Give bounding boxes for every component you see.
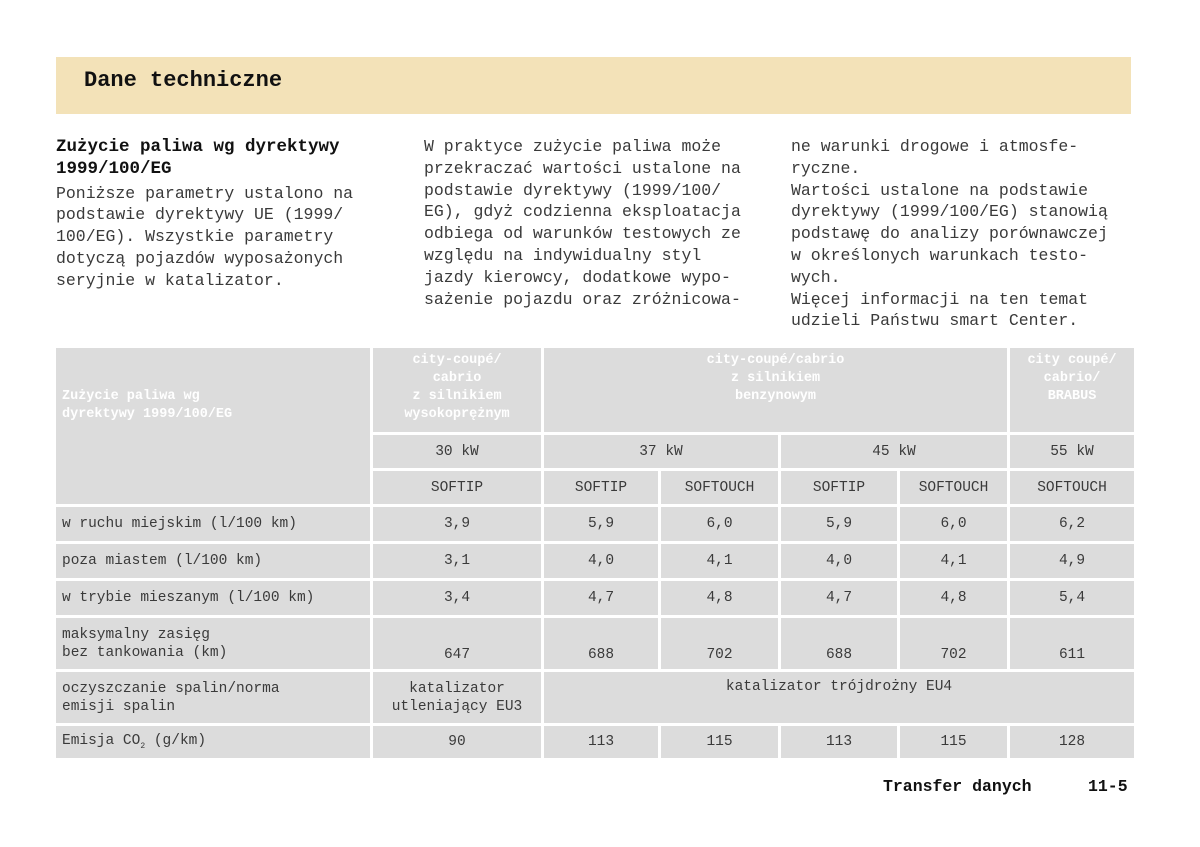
page-number: 11-5 (1088, 777, 1128, 796)
power-cell: 37 kW (544, 435, 778, 468)
row-label: w trybie mieszanym (l/100 km) (56, 581, 370, 615)
value-cell: 4,7 (544, 581, 658, 615)
co2-label-suffix: (g/km) (145, 733, 207, 750)
paragraph-line: ne warunki drogowe i atmosfe- (791, 137, 1079, 156)
value-cell: 115 (900, 726, 1007, 758)
value-cell: 115 (661, 726, 778, 758)
power-cell: 55 kW (1010, 435, 1134, 468)
group-header-line: benzynowym (734, 389, 816, 404)
paragraph-line: przekraczać wartości ustalone na (424, 158, 741, 178)
transmission-cell: SOFTIP (373, 471, 541, 504)
catalyst-line: katalizator (409, 680, 505, 697)
value-cell: 5,9 (544, 507, 658, 541)
paragraph-line: Wartości ustalone na podstawie (791, 180, 1089, 200)
fuel-consumption-table (53, 345, 1137, 761)
group-header-line: z silnikiem (412, 389, 502, 404)
paragraph-line: Poniższe parametry ustalono na (56, 183, 354, 203)
paragraph-line: Więcej informacji na ten temat (791, 289, 1089, 309)
transmission-cell: SOFTIP (781, 471, 897, 504)
transmission-cell: SOFTIP (544, 471, 658, 504)
value-cell: 90 (373, 726, 541, 758)
diesel-catalyst-cell (373, 672, 541, 723)
value-cell: 4,8 (661, 581, 778, 615)
petrol-catalyst-cell: katalizator trójdrożny EU4 (544, 672, 1134, 723)
row-label-line: oczyszczanie spalin/norma (62, 680, 280, 697)
catalyst-line: utleniający EU3 (391, 698, 523, 715)
value-cell: 688 (544, 618, 658, 669)
row-label-line: bez tankowania (km) (62, 644, 228, 661)
row-label-line: emisji spalin (62, 698, 176, 715)
transmission-cell: SOFTOUCH (661, 471, 778, 504)
value-cell: 611 (1010, 618, 1134, 669)
paragraph-line: W praktyce zużycie paliwa może (424, 137, 722, 156)
paragraph-line: podstawie dyrektywy UE (1999/ (56, 205, 344, 225)
value-cell: 3,4 (373, 581, 541, 615)
intro-column-3 (791, 136, 1136, 332)
group-header-line: cabrio (432, 371, 482, 386)
paragraph-line: jazdy kierowcy, dodatkowe wypo- (424, 267, 731, 287)
page-title: Dane techniczne (84, 68, 283, 93)
row-label (56, 726, 370, 758)
value-cell: 4,8 (900, 581, 1007, 615)
value-cell: 702 (661, 618, 778, 669)
value-cell: 4,1 (661, 544, 778, 578)
paragraph-line: 100/EG). Wszystkie parametry (56, 227, 334, 247)
table-corner-header (56, 348, 370, 504)
value-cell: 647 (373, 618, 541, 669)
group-header-line: z silnikiem (730, 371, 821, 386)
value-cell: 6,0 (661, 507, 778, 541)
section-heading-line: Zużycie paliwa wg dyrektywy (56, 137, 340, 157)
paragraph-line: EG), gdyż codzienna eksploatacja (424, 202, 741, 222)
paragraph-line: podstawie dyrektywy (1999/100/ (424, 180, 722, 200)
paragraph-line: w określonych warunkach testo- (791, 245, 1089, 265)
paragraph-line: sażenie pojazdu oraz zróżnicowa- (424, 289, 741, 309)
value-cell: 688 (781, 618, 897, 669)
group-header-line: city-coupé/ (412, 353, 502, 368)
transmission-cell: SOFTOUCH (900, 471, 1007, 504)
value-cell: 3,1 (373, 544, 541, 578)
paragraph-line: dyrektywy (1999/100/EG) stanowią (791, 202, 1108, 222)
power-cell: 45 kW (781, 435, 1007, 468)
group-header-petrol (544, 348, 1007, 432)
paragraph-line: względu na indywidualny styl (424, 245, 702, 265)
paragraph-line: wych. (791, 267, 841, 287)
paragraph-line: odbiega od warunków testowych ze (424, 224, 741, 244)
group-header-line: wysokoprężnym (404, 407, 510, 422)
section-heading (56, 137, 396, 181)
value-cell: 128 (1010, 726, 1134, 758)
header-band (56, 57, 1131, 114)
paragraph-line: podstawę do analizy porównawczej (791, 224, 1108, 244)
intro-column-1 (56, 136, 396, 292)
power-cell: 30 kW (373, 435, 541, 468)
group-header-line: BRABUS (1047, 389, 1097, 404)
value-cell: 5,9 (781, 507, 897, 541)
group-header-brabus (1010, 348, 1134, 432)
value-cell: 4,0 (544, 544, 658, 578)
intro-column-2 (424, 136, 769, 310)
table-row-co2 (56, 726, 1134, 758)
value-cell: 4,7 (781, 581, 897, 615)
value-cell: 113 (781, 726, 897, 758)
paragraph-line: dotyczą pojazdów wyposażonych (56, 248, 344, 268)
table-row (56, 544, 1134, 578)
value-cell: 113 (544, 726, 658, 758)
table-header-row (56, 348, 1134, 432)
value-cell: 4,0 (781, 544, 897, 578)
co2-label-prefix: Emisja CO (62, 733, 141, 750)
value-cell: 5,4 (1010, 581, 1134, 615)
footer-section-title: Transfer danych (883, 777, 1032, 796)
row-label (56, 672, 370, 723)
corner-header-line: dyrektywy 1999/100/EG (62, 407, 233, 422)
paragraph-line: ryczne. (791, 158, 861, 178)
row-label: poza miastem (l/100 km) (56, 544, 370, 578)
group-header-diesel (373, 348, 541, 432)
row-label: w ruchu miejskim (l/100 km) (56, 507, 370, 541)
paragraph-line: udzieli Państwu smart Center. (791, 311, 1079, 331)
value-cell: 702 (900, 618, 1007, 669)
table-row-range (56, 618, 1134, 669)
group-header-line: city coupé/ (1027, 353, 1117, 368)
transmission-cell: SOFTOUCH (1010, 471, 1134, 504)
row-label-line: maksymalny zasięg (62, 626, 210, 643)
value-cell: 4,9 (1010, 544, 1134, 578)
group-header-line: cabrio/ (1043, 371, 1101, 386)
table-row (56, 507, 1134, 541)
value-cell: 3,9 (373, 507, 541, 541)
section-heading-line: 1999/100/EG (56, 158, 172, 179)
row-label (56, 618, 370, 669)
group-header-line: city-coupé/cabrio (706, 353, 845, 368)
table-row-emission-norm (56, 672, 1134, 723)
table-row (56, 581, 1134, 615)
co2-label-sub: 2 (140, 741, 146, 751)
paragraph-line: seryjnie w katalizator. (56, 270, 284, 290)
corner-header-line: Zużycie paliwa wg (62, 389, 200, 404)
value-cell: 4,1 (900, 544, 1007, 578)
value-cell: 6,2 (1010, 507, 1134, 541)
value-cell: 6,0 (900, 507, 1007, 541)
